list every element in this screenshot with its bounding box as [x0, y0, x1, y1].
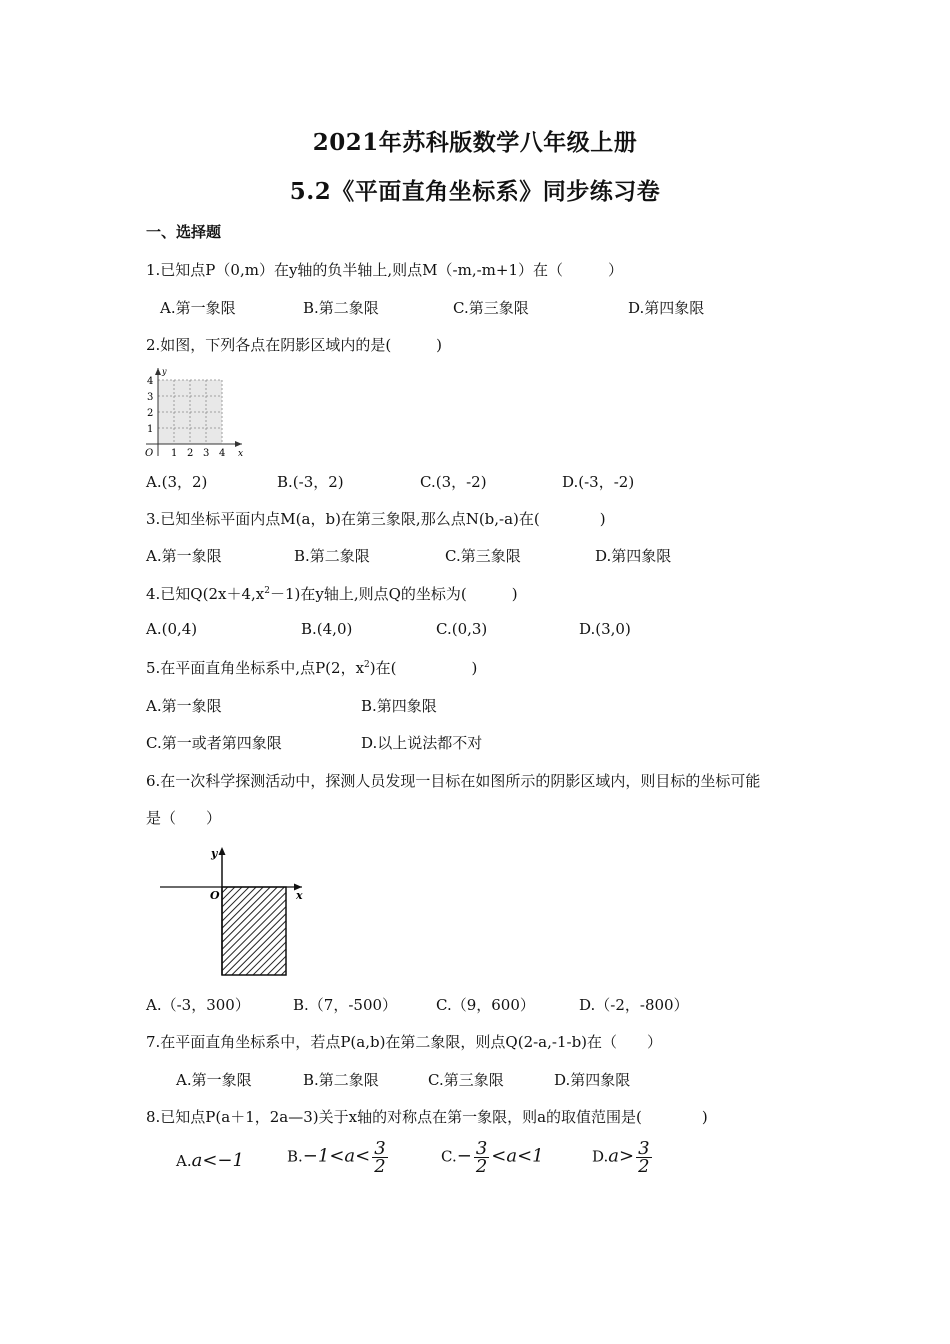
y-tick-label: 2	[147, 408, 154, 419]
fraction-denominator: 2	[374, 1156, 386, 1177]
q1-option-a: A.第一象限	[160, 299, 236, 317]
y-axis-label: y	[211, 847, 218, 860]
q5-stem-text: )在( )	[369, 659, 478, 677]
inequality-expression: <a<1	[491, 1145, 544, 1167]
page-title: 2021年苏科版数学八年级上册	[312, 129, 638, 156]
fraction-numerator: 3	[374, 1138, 386, 1159]
question-7-stem: 7.在平面直角坐标系中，若点P(a,b)在第二象限，则点Q(2-a,-1-b)在（ ）	[146, 1033, 663, 1051]
q5-option-b: B.第四象限	[361, 697, 437, 715]
option-letter: A.	[176, 1152, 192, 1170]
q2-option-c: C.(3，-2)	[420, 473, 487, 491]
x-tick-label: 2	[187, 448, 194, 459]
y-axis-arrow-icon	[219, 847, 226, 855]
x-tick-label: 3	[203, 448, 210, 459]
x-axis-label: x	[296, 889, 303, 902]
q8-option-d	[592, 1140, 654, 1175]
shaded-region	[222, 887, 286, 975]
q4-option-b: B.(4,0)	[301, 620, 353, 638]
y-axis-label: y	[162, 367, 167, 376]
question-6-stem-line2: 是（ ）	[146, 809, 222, 827]
question-4-stem	[146, 583, 518, 604]
q4-stem-text: －1)在y轴上,则点Q的坐标为( )	[269, 585, 518, 603]
question-5-stem	[146, 657, 477, 678]
q7-option-a: A.第一象限	[176, 1071, 252, 1089]
page-subtitle: 5.2《平面直角坐标系》同步练习卷	[289, 178, 661, 205]
q5-stem-text: 5.在平面直角坐标系中,点P(2，x	[146, 659, 365, 677]
origin-label: O	[145, 448, 154, 459]
q6-option-b: B.（7，-500）	[293, 996, 398, 1014]
origin-label: O	[210, 889, 220, 902]
q2-option-b: B.(-3，2)	[277, 473, 344, 491]
q2-option-d: D.(-3，-2)	[562, 473, 635, 491]
q2-option-a: A.(3，2)	[146, 473, 208, 491]
option-letter: D.	[592, 1147, 609, 1166]
x-tick-label: 1	[171, 448, 178, 459]
q6-option-a: A.（-3，300）	[146, 996, 250, 1014]
q8-option-c	[441, 1140, 544, 1175]
option-letter: C.	[441, 1147, 457, 1166]
q1-option-c: C.第三象限	[453, 299, 529, 317]
section-heading: 一、选择题	[146, 223, 222, 241]
inequality-expression: a<−1	[191, 1150, 244, 1171]
fraction-denominator: 2	[638, 1156, 650, 1177]
q7-option-d: D.第四象限	[554, 1071, 631, 1089]
fraction-denominator: 2	[475, 1156, 488, 1177]
question-6-stem-line1: 6.在一次科学探测活动中，探测人员发现一目标在如图所示的阴影区域内，则目标的坐标可能	[146, 772, 761, 790]
fraction-numerator: 3	[638, 1138, 650, 1159]
q4-exponent: 2	[264, 586, 270, 596]
y-tick-label: 1	[147, 424, 154, 435]
x-axis-label: x	[238, 449, 244, 459]
y-tick-label: 4	[147, 376, 154, 387]
q6-option-d: D.（-2，-800）	[579, 996, 689, 1014]
fraction	[474, 1140, 489, 1175]
q1-option-b: B.第二象限	[303, 299, 379, 317]
question-1-stem: 1.已知点P（0,m）在y轴的负半轴上,则点M（-m,-m+1）在（ ）	[146, 261, 624, 279]
x-tick-label: 4	[219, 448, 226, 459]
q4-stem-text: 4.已知Q(2x＋4,x	[146, 585, 265, 603]
y-axis-arrow-icon	[155, 368, 161, 375]
q1-option-d: D.第四象限	[628, 299, 705, 317]
q7-option-c: C.第三象限	[428, 1071, 504, 1089]
q3-option-d: D.第四象限	[595, 547, 672, 565]
question-2-stem: 2.如图，下列各点在阴影区域内的是( )	[146, 336, 443, 354]
q8-option-a	[176, 1150, 244, 1171]
q3-option-a: A.第一象限	[146, 547, 222, 565]
inequality-expression: a>	[608, 1145, 635, 1167]
fraction-numerator: 3	[475, 1138, 488, 1159]
q6-option-c: C.（9，600）	[436, 996, 535, 1014]
x-axis-arrow-icon	[235, 441, 242, 447]
fraction	[636, 1140, 651, 1175]
option-letter: B.	[287, 1147, 303, 1166]
q4-option-d: D.(3,0)	[579, 620, 631, 638]
q3-option-c: C.第三象限	[445, 547, 521, 565]
minus-sign: −	[456, 1145, 472, 1167]
q8-option-b	[287, 1140, 390, 1175]
inequality-expression: −1<a<	[302, 1145, 371, 1167]
q5-option-c: C.第一或者第四象限	[146, 734, 282, 752]
q7-option-b: B.第二象限	[303, 1071, 379, 1089]
question-2-figure	[142, 364, 247, 459]
q5-option-d: D.以上说法都不对	[361, 734, 483, 752]
q5-option-a: A.第一象限	[146, 697, 222, 715]
fraction	[372, 1140, 387, 1175]
q3-option-b: B.第二象限	[294, 547, 370, 565]
question-6-figure	[158, 843, 310, 978]
question-8-stem: 8.已知点P(a＋1，2a—3)关于x轴的对称点在第一象限，则a的取值范围是( )	[146, 1108, 708, 1126]
q4-option-a: A.(0,4)	[146, 620, 198, 638]
question-3-stem: 3.已知坐标平面内点M(a，b)在第三象限,那么点N(b,-a)在( )	[146, 510, 606, 528]
q4-option-c: C.(0,3)	[436, 620, 488, 638]
q5-exponent: 2	[364, 660, 370, 670]
y-tick-label: 3	[147, 392, 154, 403]
